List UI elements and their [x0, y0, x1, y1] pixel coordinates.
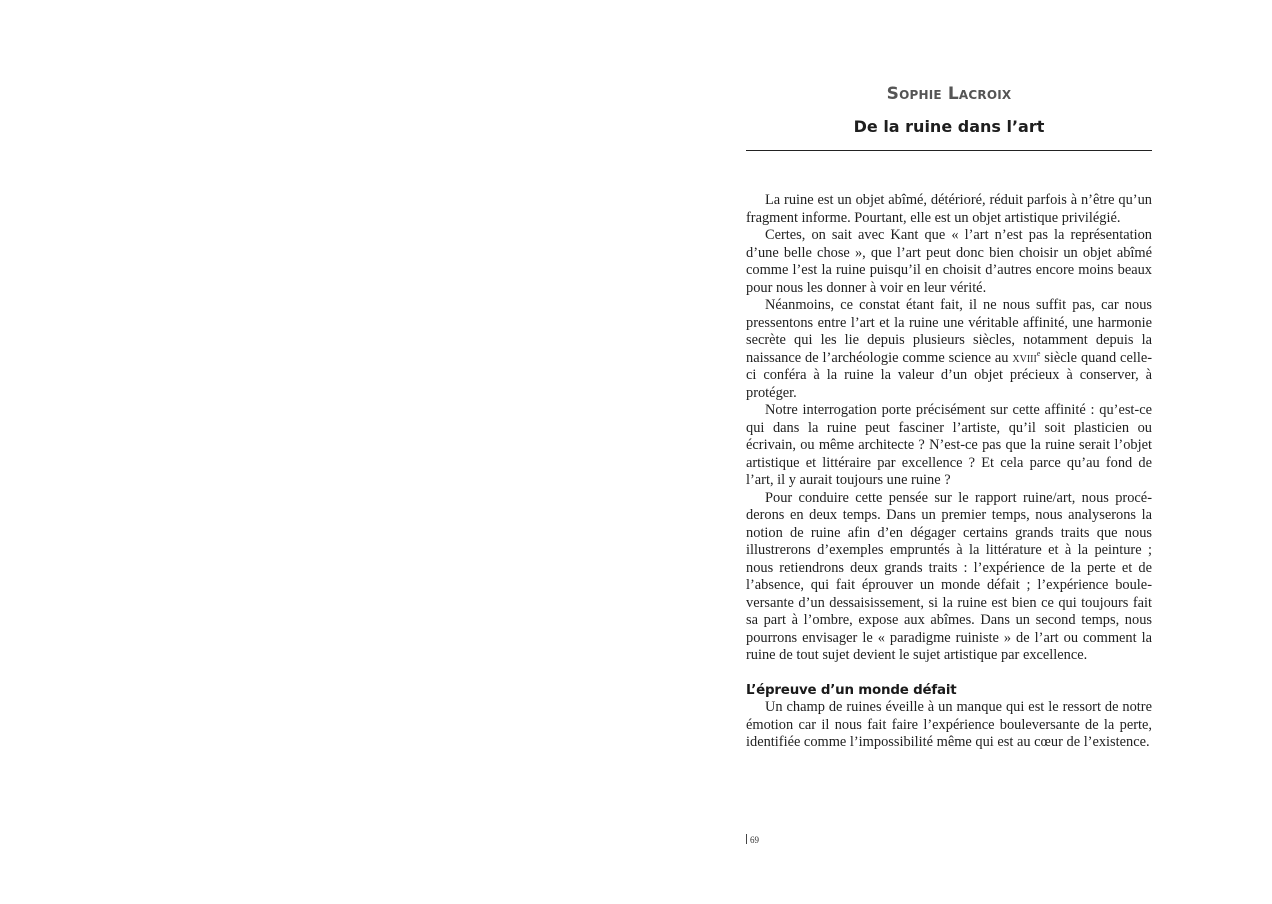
paragraph-text: Néanmoins, ce constat étant fait, il ne nous suffit pas, car nous pressentons entre l’art et la ruine une véritable affinité, une harmonie secrète qui les lie depuis plusieurs siècles, notamment depuis la naissance de l’archéologie comme science au [746, 297, 1152, 366]
page-number-text: 69 [750, 835, 759, 845]
paragraph: Un champ de ruines éveille à un manque qui est le ressort de notre émotion car il nous fait faire l’expérience bouleversante de la perte, identifiée comme l’impossibilité même qui est au cœur de l’existence. [746, 699, 1152, 750]
paragraph-text: siècle quand celle-ci conféra à la ruine la valeur d’un objet précieux à conserver, à protéger. [746, 349, 1153, 401]
paragraph: Certes, on sait avec Kant que « l’art n’est pas la représentation d’une belle chose », que l’art peut donc bien choisir un objet abîmé comme l’est la ruine puisqu’il en choisit d’autres encore moins beaux pour nous les donner à voir en leur vérité. [746, 227, 1152, 296]
paragraph: Notre interrogation porte précisément sur cette affinité : qu’est-ce qui dans la ruine peut fasciner l’artiste, qu’il soit plasticien ou écrivain, ou même architecte ? N’est-ce pas que la ruine serait l’objet artistique et littéraire par excellence ? Et cela parce qu’au fond de l’art, il y aurait toujours une ruine ? [746, 402, 1152, 488]
section-heading: L’épreuve d’un monde défait [746, 682, 957, 698]
century-numeral: xviii [1012, 349, 1037, 366]
title-rule [746, 150, 1152, 151]
paragraph [746, 297, 1152, 402]
paragraph: La ruine est un objet abîmé, détérioré, réduit parfois à n’être qu’un fragment informe. Pourtant, elle est un objet artistique privilégié. [746, 192, 1152, 226]
page-number [746, 834, 759, 845]
folio-bar [746, 834, 747, 844]
century-exponent: e [1036, 348, 1041, 358]
article-title: De la ruine dans l’art [853, 117, 1045, 136]
paragraph: Pour conduire cette pensée sur le rapport ruine/art, nous procéderons en deux temps. Dans un premier temps, nous analyserons la notion de ruine afin d’en dégager certains grands traits que nous illustrerons d’exemples empruntés à la littérature et à la peinture ; nous retiendrons deux grands traits : l’expérience de la perte et de l’absence, qui fait éprouver un monde défait ; l’expérience bouleversante d’un dessaisissement, si la ruine est bien ce qui toujours fait sa part à l’ombre, expose aux abîmes. Dans un second temps, nous pourrons envisager le « paradigme ruiniste » de l’art ou comment la ruine de tout sujet devient le sujet artistique par excellence. [746, 489, 1152, 663]
author-name: Sophie Lacroix [886, 84, 1012, 104]
article-body [746, 192, 1152, 752]
article-page [746, 0, 1152, 904]
